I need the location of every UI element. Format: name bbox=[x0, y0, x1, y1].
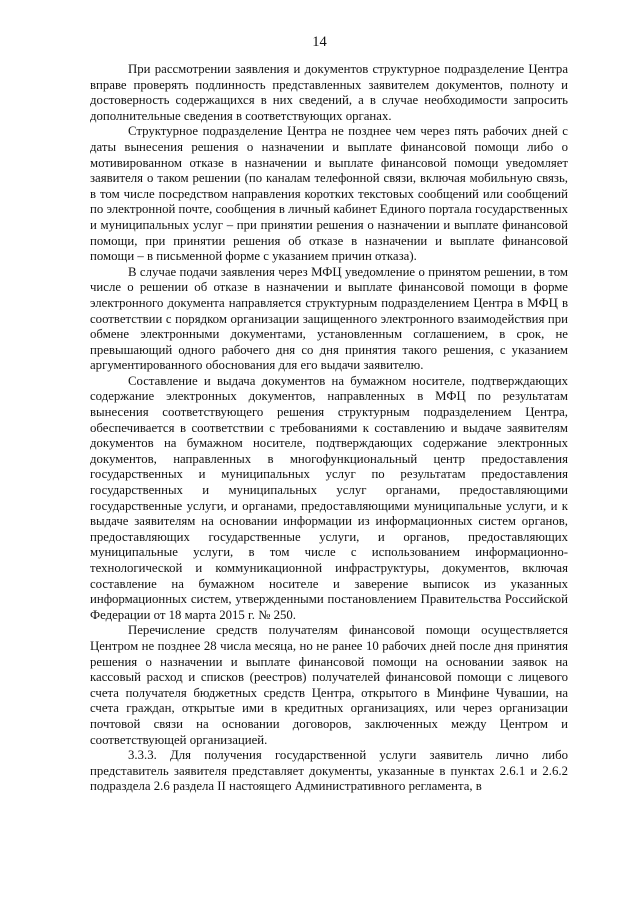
paragraph: При рассмотрении заявления и документов структурное подразделение Центра вправе проверять подлинность представленных заявителем документов, полноту и достоверность содержащихся в них сведений, а в случае необходимости запросить дополнительные сведения в соответствующих органах. bbox=[90, 62, 568, 123]
body-text bbox=[90, 62, 568, 795]
paragraph: Структурное подразделение Центра не позднее чем через пять рабочих дней с даты вынесения решения о назначении и выплате финансовой помощи либо о мотивированном отказе в назначении и выплате финансовой помощи уведомляет заявителя о таком решении (по каналам телефонной связи, включая мобильную связь, в том числе посредством направления коротких текстовых сообщений или сообщений по электронной почте, сообщения в личный кабинет Единого портала государственных и муниципальных услуг – при принятии решения о назначении и выплате финансовой помощи, при принятии решения об отказе в назначении и выплате финансовой помощи – в письменной форме с указанием причин отказа). bbox=[90, 124, 568, 264]
paragraph: Составление и выдача документов на бумажном носителе, подтверждающих содержание электронных документов, направленных в МФЦ по результатам вынесения соответствующего решения структурным подразделением Центра, обеспечивается в соответствии с требованиями к составлению и выдаче заявителям документов на бумажном носителе, подтверждающих содержание электронных документов, направленных в многофункциональный центр предоставления государственных и муниципальных услуг по результатам предоставления государственных и муниципальных услуг органами, предоставляющими государственные услуги, и органами, предоставляющими муниципальные услуги, и к выдаче заявителям на основании информации из информационных систем органов, предоставляющих государственные услуги, и органов, предоставляющих муниципальные услуги, в том числе с использованием информационно-технологической и коммуникационной инфраструктуры, документов, включая составление на бумажном носителе и заверение выписок из указанных информационных систем, утвержденными постановлением Правительства Российской Федерации от 18 марта 2015 г. № 250. bbox=[90, 373, 568, 622]
paragraph: Перечисление средств получателям финансовой помощи осуществляется Центром не позднее 28 числа месяца, но не ранее 10 рабочих дней после дня принятия решения о назначении и выплате финансовой помощи на основании заявок на кассовый расход и списков (реестров) получателей финансовой помощи с лицевого счета получателя бюджетных средств Центра, открытого в Минфине Чувашии, на счета граждан, открытые ими в кредитных организациях, или через организации почтовой связи на основании договоров, заключенных между Центром и соответствующей организацией. bbox=[90, 623, 568, 747]
paragraph: В случае подачи заявления через МФЦ уведомление о принятом решении, в том числе о решении об отказе в назначении и выплате финансовой помощи в форме электронного документа направляется структурным подразделением Центра в МФЦ в соответствии с порядком организации защищенного электронного взаимодействия при обмене электронными документами, установленным соглашением, в срок, не превышающий одного рабочего дня со дня принятия такого решения, с указанием аргументированного обоснования для его выдачи заявителю. bbox=[90, 264, 568, 373]
page-number: 14 bbox=[312, 34, 327, 50]
paragraph: 3.3.3. Для получения государственной услуги заявитель лично либо представитель заявителя представляет документы, указанные в пунктах 2.6.1 и 2.6.2 подраздела 2.6 раздела II настоящего Административного регламента, в bbox=[90, 748, 568, 794]
